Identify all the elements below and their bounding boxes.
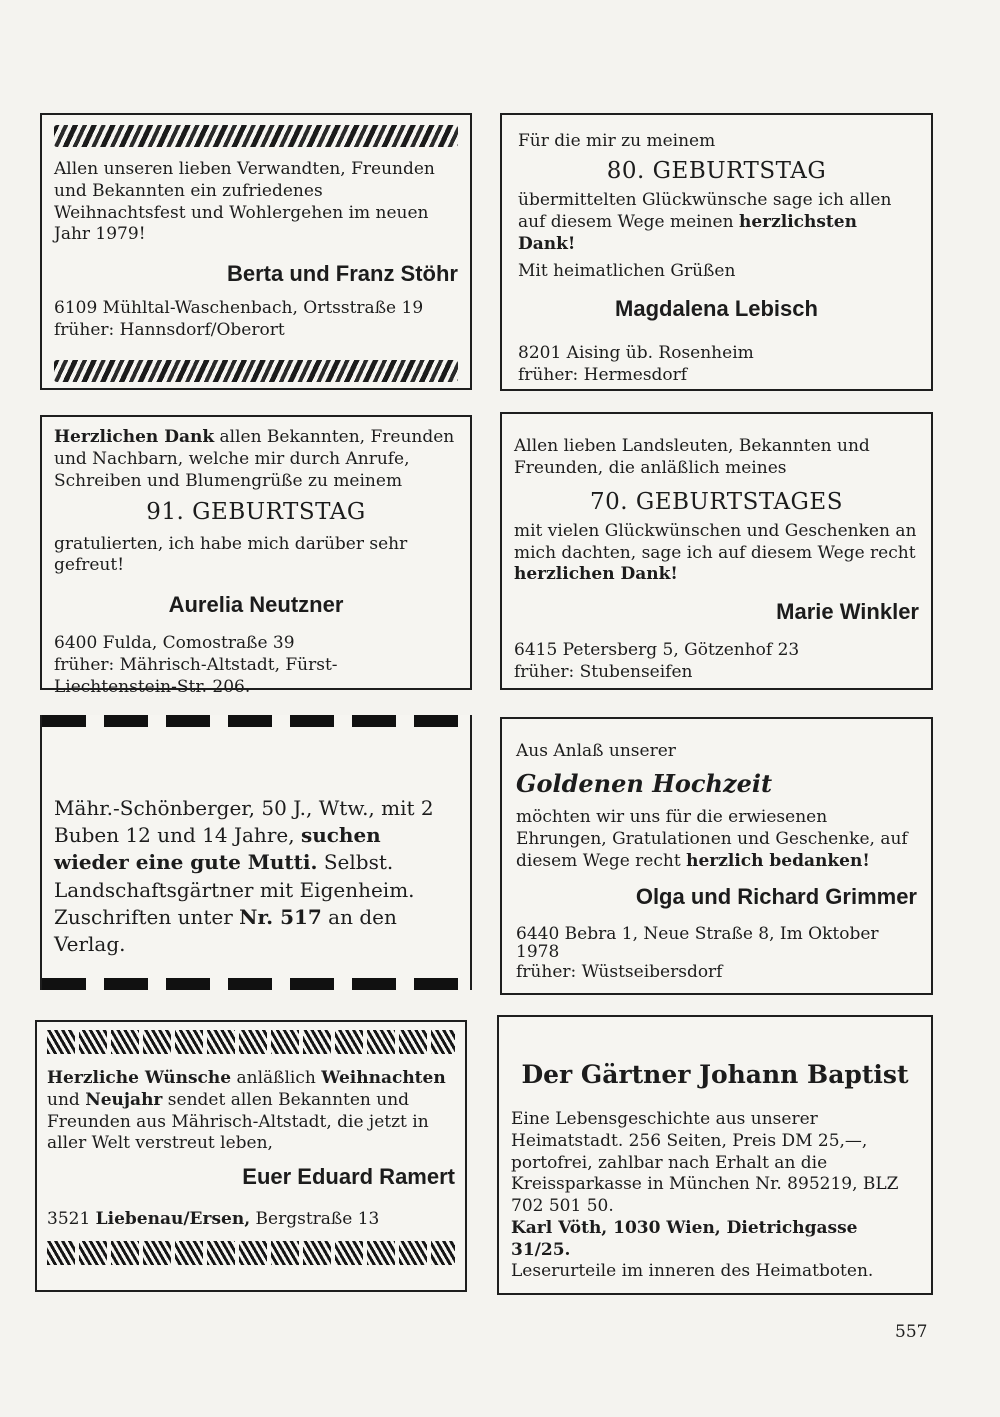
- ad-address: 8201 Aising üb. Rosenheim: [518, 343, 754, 364]
- ad-text: übermittelten Glückwünsche sage ich allen auf diesem Wege meinen herzlichsten Dank!: [518, 190, 892, 254]
- ad-ramert: [35, 1020, 467, 1292]
- ad-name: Olga und Richard Grimmer: [635, 883, 917, 909]
- ornament-top: [54, 125, 458, 147]
- ad-occasion: 80. GEBURTSTAG: [606, 157, 827, 184]
- dashed-border-bottom: [42, 978, 470, 990]
- ad-neutzner: [40, 415, 472, 697]
- book-title: Der Gärtner Johann Baptist: [521, 1060, 909, 1089]
- ornament-top: [47, 1030, 455, 1054]
- ad-former: früher: Mährisch-Altstadt, Fürst-Liechtenstein-Str. 206.: [54, 655, 338, 697]
- ad-publisher: Karl Vöth, 1030 Wien, Dietrichgasse 31/25.: [511, 1217, 858, 1260]
- ad-former: früher: Stubenseifen: [514, 662, 693, 683]
- ornament-bottom: [54, 360, 458, 382]
- ad-book: [497, 1015, 933, 1295]
- ad-text: Eine Lebensgeschichte aus unserer Heimatstadt. 256 Seiten, Preis DM 25,—, portofrei, zahlbar nach Erhalt an die Kreissparkasse in München Nr. 895219, BLZ 702 501 50.: [511, 1109, 899, 1216]
- ad-text: Mähr.-Schönberger, 50 J., Wtw., mit 2 Buben 12 und 14 Jahre, suchen wieder eine gute Mutti. Selbst. Landschaftsgärtner mit Eigenheim. Zuschriften unter Nr. 517 an den Verlag.: [54, 796, 434, 956]
- ad-name: Berta und Franz Stöhr: [226, 261, 458, 286]
- ad-greeting: Mit heimatlichen Grüßen: [518, 261, 736, 282]
- ad-text-2: mit vielen Glückwünschen und Geschenken an mich dachten, sage ich auf diesem Wege recht herzlichen Dank!: [514, 520, 917, 585]
- ad-name: Marie Winkler: [776, 599, 919, 625]
- ad-lebisch: [500, 113, 933, 391]
- ad-winkler: [500, 412, 933, 690]
- ad-address: 6440 Bebra 1, Neue Straße 8, Im Oktober 1978: [516, 923, 879, 963]
- ad-text: Herzlichen Dank allen Bekannten, Freunden und Nachbarn, welche mir durch Anrufe, Schreiben und Blumengrüße zu meinem: [54, 427, 455, 491]
- ad-former: früher: Hermesdorf: [518, 365, 688, 386]
- ad-text: Herzliche Wünsche anläßlich Weihnachten und Neujahr sendet allen Bekannten und Freunden aus Mährisch-Altstadt, die jetzt in aller Welt verstreut leben,: [47, 1068, 446, 1154]
- ad-text: Allen lieben Landsleuten, Bekannten und Freunden, die anläßlich meines: [514, 436, 870, 478]
- ad-former: früher: Wüstseibersdorf: [516, 961, 723, 982]
- ad-stoehr: [40, 113, 472, 390]
- ad-former: früher: Hannsdorf/Oberort: [54, 319, 285, 340]
- ornament-bottom: [47, 1241, 455, 1265]
- ad-address: 6109 Mühltal-Waschenbach, Ortsstraße 19: [54, 298, 424, 319]
- ad-occasion: 91. GEBURTSTAG: [146, 499, 366, 526]
- ad-grimmer: [500, 717, 933, 995]
- ad-text-2: Leserurteile im inneren des Heimatboten.: [511, 1261, 874, 1282]
- ad-text: Allen unseren lieben Verwandten, Freunden und Bekannten ein zufriedenes Weihnachtsfest und Wohlergehen im neuen Jahr 1979!: [54, 159, 435, 245]
- ad-address: 6400 Fulda, Comostraße 39: [54, 633, 295, 654]
- ad-address: 3521 Liebenau/Ersen, Bergstraße 13: [47, 1209, 380, 1230]
- ad-name: Euer Eduard Ramert: [242, 1164, 455, 1189]
- ad-intro: Für die mir zu meinem: [518, 131, 716, 151]
- ad-mutti: [40, 715, 472, 990]
- ad-name: Magdalena Lebisch: [615, 296, 818, 322]
- ad-text: möchten wir uns für die erwiesenen Ehrungen, Gratulationen und Geschenke, auf diesem Wege recht herzlich bedanken!: [516, 807, 908, 871]
- dashed-border-top: [42, 715, 470, 727]
- page-number: 557: [895, 1322, 928, 1342]
- ad-intro: Aus Anlaß unserer: [516, 741, 676, 761]
- ad-occasion: 70. GEBURTSTAGES: [590, 488, 843, 515]
- ad-address: 6415 Petersberg 5, Götzenhof 23: [514, 640, 800, 661]
- ad-text-2: gratulierten, ich habe mich darüber sehr gefreut!: [54, 533, 408, 576]
- ad-occasion: Goldenen Hochzeit: [516, 768, 773, 798]
- ad-name: Aurelia Neutzner: [168, 592, 344, 618]
